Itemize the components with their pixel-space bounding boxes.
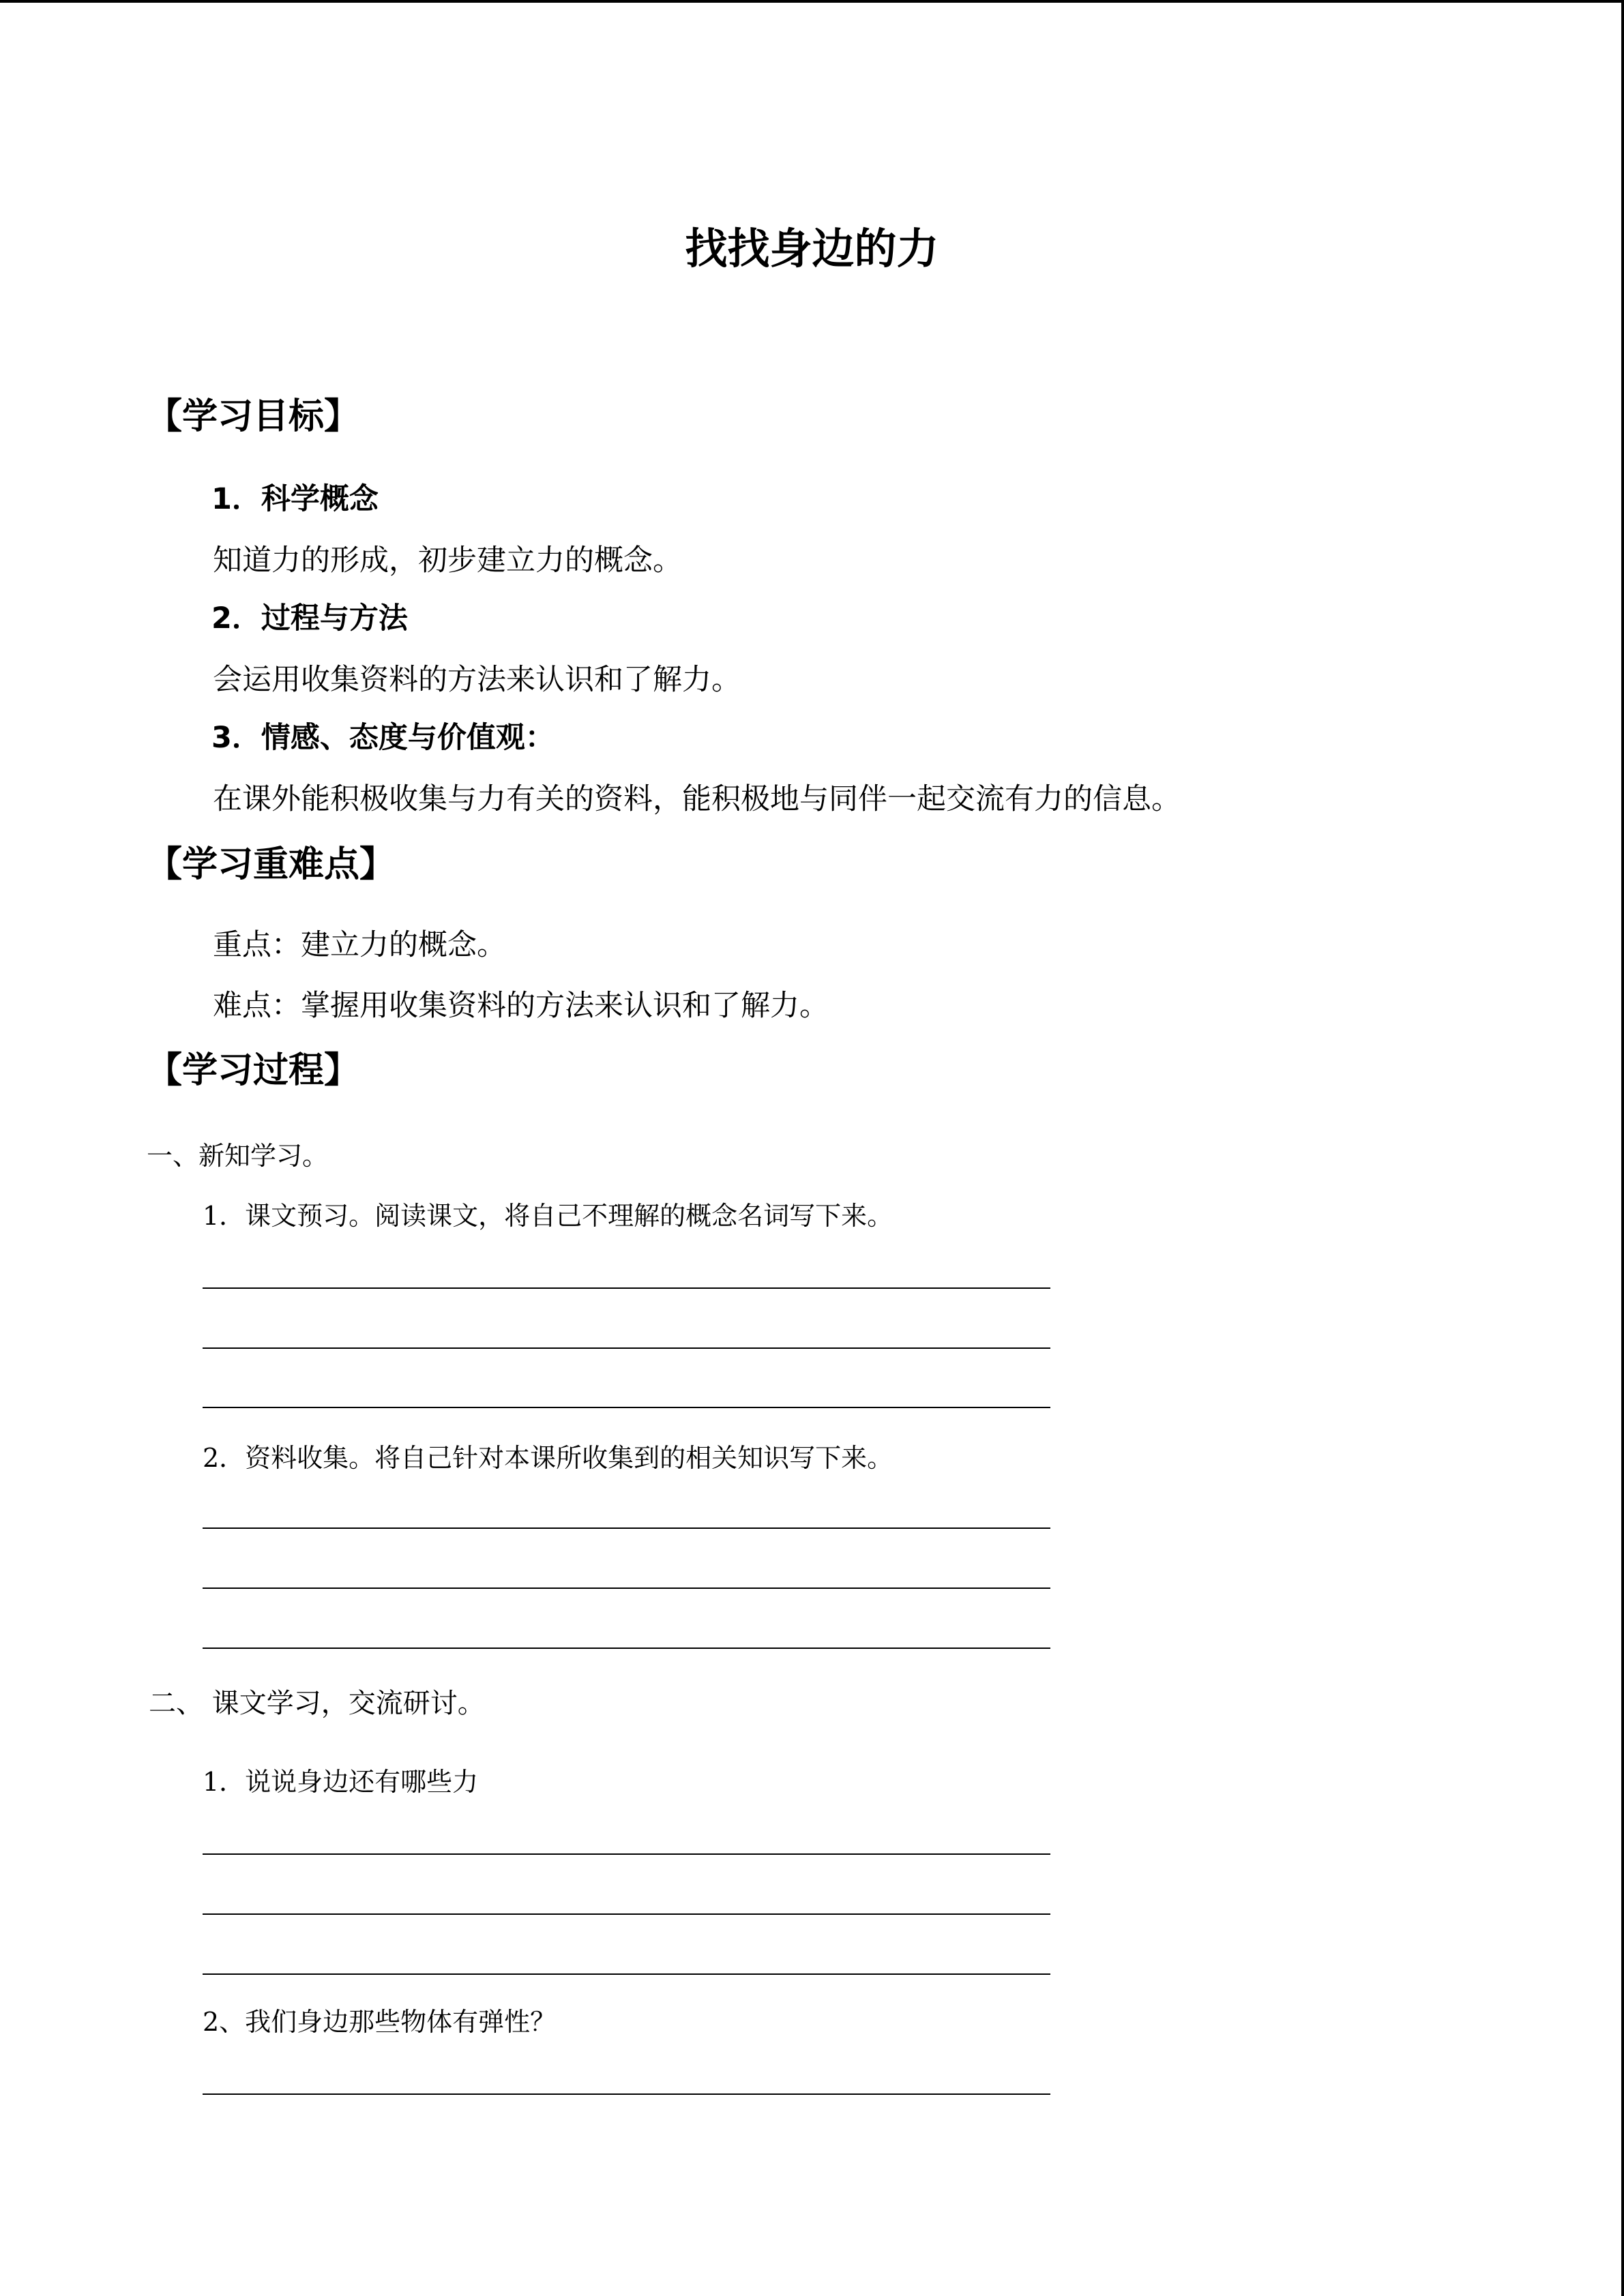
part1-question-1: 1．课文预习。阅读课文，将自己不理解的概念名词写下来。 — [203, 1201, 894, 1231]
objective-3-text: 在课外能积极收集与力有关的资料，能积极地与同伴一起交流有力的信息。 — [213, 782, 1181, 816]
part2-title: 二、 课文学习，交流研讨。 — [149, 1688, 485, 1719]
part2-question-2: 2、我们身边那些物体有弹性？ — [203, 2007, 557, 2037]
answer-line[interactable] — [203, 1853, 1050, 1855]
objective-2-label: 2．过程与方法 — [211, 601, 408, 636]
answer-line[interactable] — [203, 1587, 1050, 1589]
part1-question-2: 2．资料收集。将自己针对本课所收集到的相关知识写下来。 — [203, 1443, 894, 1473]
page-title: 找找身边的力 — [685, 224, 939, 273]
answer-line[interactable] — [203, 1407, 1050, 1408]
answer-line[interactable] — [203, 1913, 1050, 1915]
page-right-border — [1621, 0, 1624, 2296]
page-top-border — [0, 0, 1624, 3]
answer-line[interactable] — [203, 2093, 1050, 2095]
objective-1-label: 1．科学概念 — [211, 482, 379, 516]
key-point-focus: 重点：建立力的概念。 — [213, 928, 506, 962]
answer-line[interactable] — [203, 1973, 1050, 1975]
objective-1-text: 知道力的形成，初步建立力的概念。 — [213, 543, 682, 578]
key-point-difficulty: 难点：掌握用收集资料的方法来认识和了解力。 — [213, 989, 829, 1023]
part2-question-1: 1．说说身边还有哪些力 — [203, 1767, 479, 1797]
answer-line[interactable] — [203, 1347, 1050, 1349]
process-heading: 【学习过程】 — [147, 1050, 360, 1091]
answer-line[interactable] — [203, 1287, 1050, 1289]
objective-3-label: 3．情感、态度与价值观： — [211, 721, 555, 755]
part1-title: 一、新知学习。 — [147, 1141, 329, 1171]
objective-2-text: 会运用收集资料的方法来认识和了解力。 — [213, 663, 741, 697]
key-points-heading: 【学习重难点】 — [147, 844, 396, 885]
answer-line[interactable] — [203, 1527, 1050, 1529]
objectives-heading: 【学习目标】 — [147, 396, 360, 437]
answer-line[interactable] — [203, 1648, 1050, 1649]
